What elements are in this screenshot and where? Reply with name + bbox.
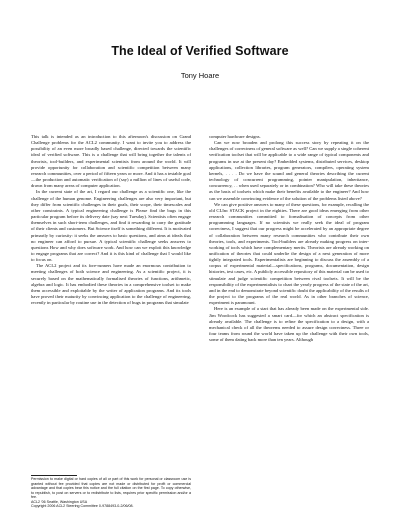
body-paragraph: computer hardware designs. [209,134,261,139]
permission-notice: Permission to make digital or hard copies of all or part of this work for personal or classroom use is granted without fee provided that copies are not made or distributed for profit or commercial advantage and that copies bear this notice and the full citation on the first page. To copy otherwise, to republish, to post on servers or to redistribute to lists, requires prior specific permission and/or a fee. [31,477,191,499]
left-column [31,134,191,506]
venue-line: ACL2 '06 Seattle, Washington USA [31,499,88,504]
copyright-line: Copyright 2006 ACL2 Steering Committee 0-9788493-0-2/06/08. [31,504,134,508]
body-paragraph: The ACL2 project and its fore-runners have made an enormous contribution to meeting challenges of both science and engineering. As a scientific project, it is securely based on the mathematically formalised theories of functions, arithmetic, algebra and logic. It has embodied these theories in a comprehensive toolset to make them accessible and exploitable by the writer of application programs. And its tools have proved their maturity by convincing application to the challenge of engineering, recently in particular by routine use in the detection of bugs in programs that simulate [31,263,191,306]
right-column [209,134,369,506]
body-paragraph: Can we now broaden and prolong this success story by repeating it on the challenges of correctness of general software as well? Can we supply a single coherent verification toolset that will be applicable to a wide range of typical components and programs in use at the present day? Embedded systems, distributed services, desktop applications, collection libraries, program generators, compilers, operating system kernels, . . . . Do we have the sound and general theories describing the current technology of concurrent programming, pointer manipulation, inheritance, concurrency, . . when used separately or in combination? Who will take these theories as the basis of toolsets which make their benefits available to the engineer? And how can we assemble convincing evidence of the solution of the problems listed above? [209,140,369,201]
body-paragraph: We can give positive answers to many of these questions, for example, recalling the old CLInc STACK project in the eighties. There are good ideas emerging from other research communities committed to formalisation of concepts from other programming languages. If no scientists we really seek the ideal of program correctness, I suggest that our progress might be accelerated by an appropriate degree of collaboration between many research communities who contribute their own theories, tools, and experiments. Tool-builders are already making progress on inter-working of tools which have complementary merits. Theorists are already working on unification of theories that could underlie the design of a next generation of more tightly integrated tools. Experimentalists are beginning to discuss the assembly of a corpus of experimental material—specifications, programs, documentation, design histories, test cases, etc. A publicly accessible repository of this material can be used to stimulate and judge scientific competition between rival toolsets. It will be the responsibility of the experimentalists to chart the yearly progress of the state of the art, and in the end to demonstrate beyond scientific doubt the applicability of the results of the project to the programs of the real world. As in other branches of science, experiment is paramount. [209,201,369,306]
body-paragraph: This talk is intended as an introduction to this afternoon's discussion on Grand Challenge problems for the ACL2 community. I want to invite you to address the possibility of an even more broadly based challenge, directed towards the scientific ideal of verified software. This is a challenge that will bring together the talents of theorists, tool-builders, and experimental scientists from around the world. It will provide opportunity for collaboration and scientific competition between many research communities, over a period of fifteen years or more. And it has a testable goal—the production and automatic verification of (say) a million of lines of useful code, drawn from many areas of computer application. [31,134,191,189]
paper-title: The Ideal of Verified Software [111,44,289,58]
copyright-footnote [31,477,191,509]
paper-author: Tony Hoare [180,71,220,80]
body-paragraph: Here is an example of a start that has already been made on the experimental side. Jim Woodcock has suggested a smart card—for which an abstract specification is already available. The challenge is to refine the specification to a design, with a mechanical check of all the theorems needed to assure design correctness. Three or four teams from round the world have taken up the challenge with their own tools, some of them dating back more than ten years. Although [209,306,369,343]
body-paragraph: In the current state of the art, I regard our challenge as a scientific one, like the challenge of the human genome. Engineering challenges are also very important, but they differ from scientific challenges in their goals, their scope, their timescales and other constraints. A typical engineering challenge is Please find the bugs in this particular program before its delivery date (say next Tuesday). Scientists often engage themselves in such short-term challenges, and find it rewarding to carry the gratitude of their clients and customers. But Science itself is something different. It is motivated primarily by curiosity: it seeks the answers to basic questions, and aims at ideals that no engineer can afford to pursue. A typical scientific challenge seeks answers to questions How and why does software work. And how can we exploit this knowledge to engage programs that are correct? And it is this kind of challenge that I would like to focus on. [31,189,191,263]
footnote-divider [31,475,77,476]
